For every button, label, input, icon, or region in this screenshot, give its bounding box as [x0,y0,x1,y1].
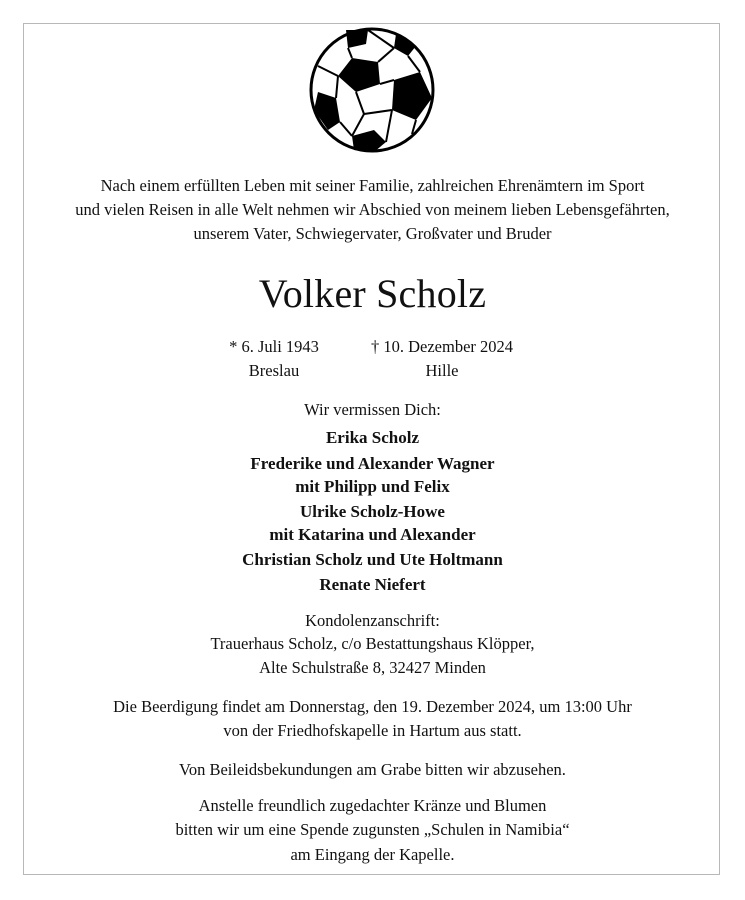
funeral-line-2: von der Friedhofskapelle in Hartum aus statt. [223,721,522,740]
birth-date: * 6. Juli 1943 [229,337,319,356]
death-place: Hille [425,361,459,380]
address-line-1: Trauerhaus Scholz, c/o Bestattungshaus Klöpper, [210,634,535,653]
intro-line-1: Nach einem erfüllten Leben mit seiner Familie, zahlreichen Ehrenämtern im Sport [100,176,645,195]
death-date: † 10. Dezember 2024 [370,337,514,356]
mourner-2: Frederike und Alexander Wagner [250,454,495,473]
deceased-name: Volker Scholz [258,271,487,316]
birth-place: Breslau [248,361,300,380]
donation-line-2: bitten wir um eine Spende zugunsten „Schulen in Namibia“ [175,820,570,839]
mourner-1: Erika Scholz [325,428,420,447]
funeral-line-1: Die Beerdigung findet am Donnerstag, den 19. Dezember 2024, um 13:00 Uhr [113,697,632,716]
address-line-2: Alte Schulstraße 8, 32427 Minden [259,658,486,677]
intro-line-2: und vielen Reisen in alle Welt nehmen wir Abschied von meinem lieben Lebensgefährten, [75,200,670,219]
mourner-5: mit Katarina und Alexander [269,525,476,544]
donation-line-3: am Eingang der Kapelle. [290,845,455,864]
mourner-3: mit Philipp und Felix [295,477,450,496]
intro-line-3: unserem Vater, Schwiegervater, Großvater und Bruder [193,224,552,243]
miss-line: Wir vermissen Dich: [304,400,441,419]
condolence-note: Von Beileidsbekundungen am Grabe bitten wir abzusehen. [179,760,566,779]
mourner-6: Christian Scholz und Ute Holtmann [242,550,503,569]
donation-line-1: Anstelle freundlich zugedachter Kränze und Blumen [198,796,547,815]
address-label: Kondolenzanschrift: [305,611,440,630]
soccer-ball-icon [308,26,436,154]
mourner-4: Ulrike Scholz-Howe [300,502,445,521]
mourner-7: Renate Niefert [319,575,426,594]
